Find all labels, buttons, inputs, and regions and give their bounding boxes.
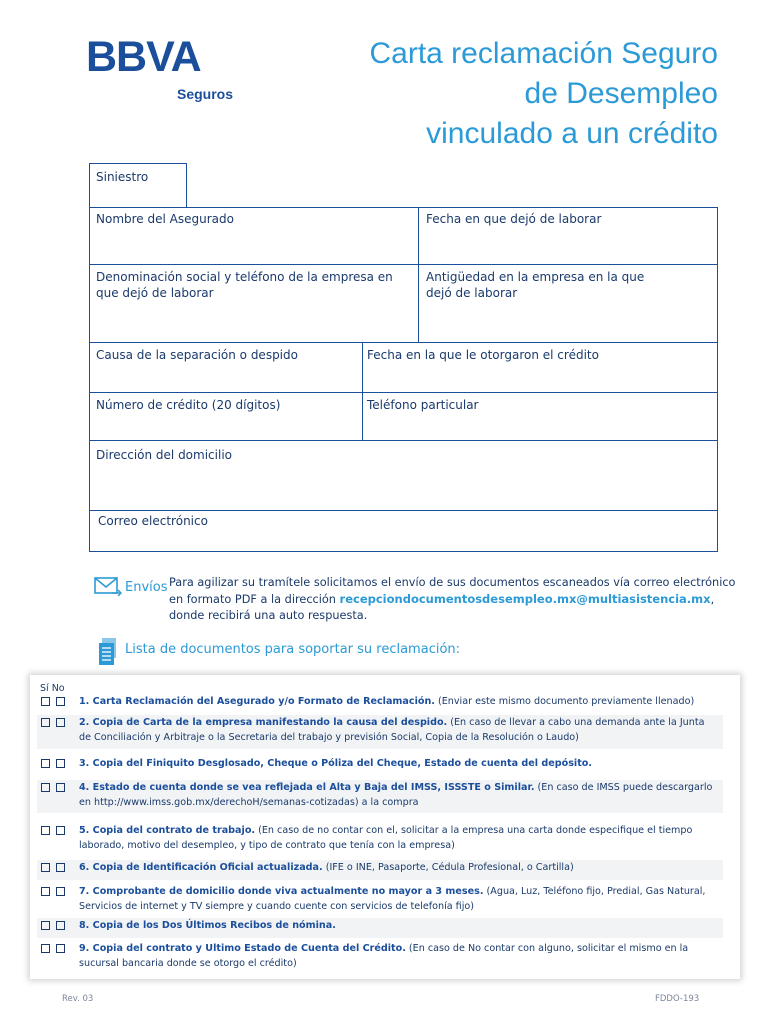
checklist-row-2: [37, 715, 723, 749]
page-title: [369, 34, 718, 154]
no-checkbox[interactable]: [56, 921, 65, 930]
envios-text: [169, 575, 744, 624]
checkbox-pair[interactable]: [41, 717, 71, 728]
checklist-text: 6. Copia de Identificación Oficial actualizada. (IFE o INE, Pasaporte, Cédula Profesional, o Cartilla): [79, 862, 574, 873]
fecha-credito-label: Fecha en la que le otorgaron el crédito: [367, 348, 599, 362]
checklist-row-5: [37, 823, 723, 857]
no-checkbox[interactable]: [56, 826, 65, 835]
si-checkbox[interactable]: [41, 783, 50, 792]
nombre-label: Nombre del Asegurado: [96, 212, 234, 226]
checklist-row-7: [37, 884, 723, 915]
telefono-label: Teléfono particular: [367, 398, 479, 412]
title-line-3: vinculado a un crédito: [426, 117, 718, 150]
si-checkbox[interactable]: [41, 863, 50, 872]
envelope-icon: [94, 576, 122, 600]
denominacion-label: Denominación social y teléfono de la empresa en que dejó de laborar: [96, 270, 393, 300]
document-list-icon: [97, 637, 119, 671]
si-checkbox[interactable]: [41, 887, 50, 896]
checkbox-pair[interactable]: [41, 862, 71, 873]
checkbox-pair[interactable]: [41, 886, 71, 897]
checklist-text: 7. Comprobante de domicilio donde viva actualmente no mayor a 3 meses. (Agua, Luz, Teléfono fijo, Predial, Gas Natural, Servicios de internet y TV siempre y cuando cuente con servicios de telefonía fijo): [79, 886, 706, 912]
checklist-row-8: [37, 918, 723, 938]
direccion-label: Dirección del domicilio: [96, 448, 232, 462]
fecha-dejo-label: Fecha en que dejó de laborar: [426, 212, 602, 226]
envios-email-link[interactable]: recepciondocumentosdesempleo.mx@multiasistencia.mx: [339, 592, 711, 606]
no-checkbox[interactable]: [56, 863, 65, 872]
checklist-text: 4. Estado de cuenta donde se vea reflejada el Alta y Baja del IMSS, ISSSTE o Similar. (En caso de IMSS puede descargarlo en http://www.imss.gob.mx/derechoH/semanas-cotizadas) a la compra: [79, 782, 713, 808]
checklist-row-4: [37, 780, 723, 813]
checklist-text: 3. Copia del Finiquito Desglosado, Cheque o Póliza del Cheque, Estado de cuenta del depósito.: [79, 758, 593, 769]
no-checkbox[interactable]: [56, 944, 65, 953]
checklist-text: 5. Copia del contrato de trabajo. (En caso de no contar con el, solicitar a la empresa una carta donde especifique el tiempo laborado, motivo del desempleo, y tipo de contrato que tenía con la empresa): [79, 825, 693, 851]
revision-label: Rev. 03: [62, 994, 94, 1004]
no-checkbox[interactable]: [56, 887, 65, 896]
title-line-2: de Desempleo: [524, 77, 718, 110]
checklist-row-9: [37, 941, 723, 973]
checkbox-pair[interactable]: [41, 920, 71, 931]
si-checkbox[interactable]: [41, 697, 50, 706]
checklist-text: 9. Copia del contrato y Ultimo Estado de Cuenta del Crédito. (En caso de No contar con alguno, solicitar el mismo en la sucursal bancaria donde se otorgo el crédito): [79, 943, 689, 969]
checkbox-pair[interactable]: [41, 943, 71, 954]
causa-label: Causa de la separación o despido: [96, 348, 298, 362]
siniestro-label: Siniestro: [96, 170, 149, 184]
si-checkbox[interactable]: [41, 718, 50, 727]
no-checkbox[interactable]: [56, 718, 65, 727]
si-checkbox[interactable]: [41, 759, 50, 768]
checklist-row-1: [37, 694, 723, 714]
checklist-text: 8. Copia de los Dos Últimos Recibos de nómina.: [79, 920, 336, 931]
logo-subtitle: Seguros: [177, 86, 234, 102]
checkbox-pair[interactable]: [41, 696, 71, 707]
checkbox-pair[interactable]: [41, 758, 71, 769]
correo-label: Correo electrónico: [98, 514, 208, 528]
checklist-row-6: [37, 860, 723, 880]
checkbox-pair[interactable]: [41, 782, 71, 793]
si-checkbox[interactable]: [41, 826, 50, 835]
si-no-header: Sí No: [40, 683, 65, 694]
envios-text-after: , donde recibirá una auto respuesta.: [169, 593, 715, 622]
si-checkbox[interactable]: [41, 921, 50, 930]
form-code-label: FDDO-193: [655, 994, 700, 1004]
no-checkbox[interactable]: [56, 759, 65, 768]
title-line-1: Carta reclamación Seguro: [369, 37, 718, 70]
numero-credito-label: Número de crédito (20 dígitos): [96, 398, 281, 412]
antiguedad-label: Antigüedad en la empresa en la que dejó de laborar: [426, 270, 645, 300]
checklist-text: 1. Carta Reclamación del Asegurado y/o Formato de Reclamación. (Enviar este mismo documento previamente llenado): [79, 696, 695, 707]
envios-text-before: Para agilizar su tramítele solicitamos el envío de sus documentos escaneados vía correo electrónico en formato PDF a la dirección: [169, 576, 736, 606]
document-list-title: Lista de documentos para soportar su reclamación:: [125, 642, 461, 657]
checklist-text: 2. Copia de Carta de la empresa manifestando la causa del despido. (En caso de llevar a cabo una demanda ante la Junta de Conciliación y Arbitraje o la Secretaria del trabajo y previsión Social, Copia de la Resolución o Laudo): [79, 717, 705, 743]
no-checkbox[interactable]: [56, 697, 65, 706]
checkbox-pair[interactable]: [41, 825, 71, 836]
checklist-row-3: [37, 756, 723, 776]
no-checkbox[interactable]: [56, 783, 65, 792]
bbva-logo: BBVA: [86, 33, 201, 81]
envios-label: Envíos: [125, 580, 168, 595]
si-checkbox[interactable]: [41, 944, 50, 953]
